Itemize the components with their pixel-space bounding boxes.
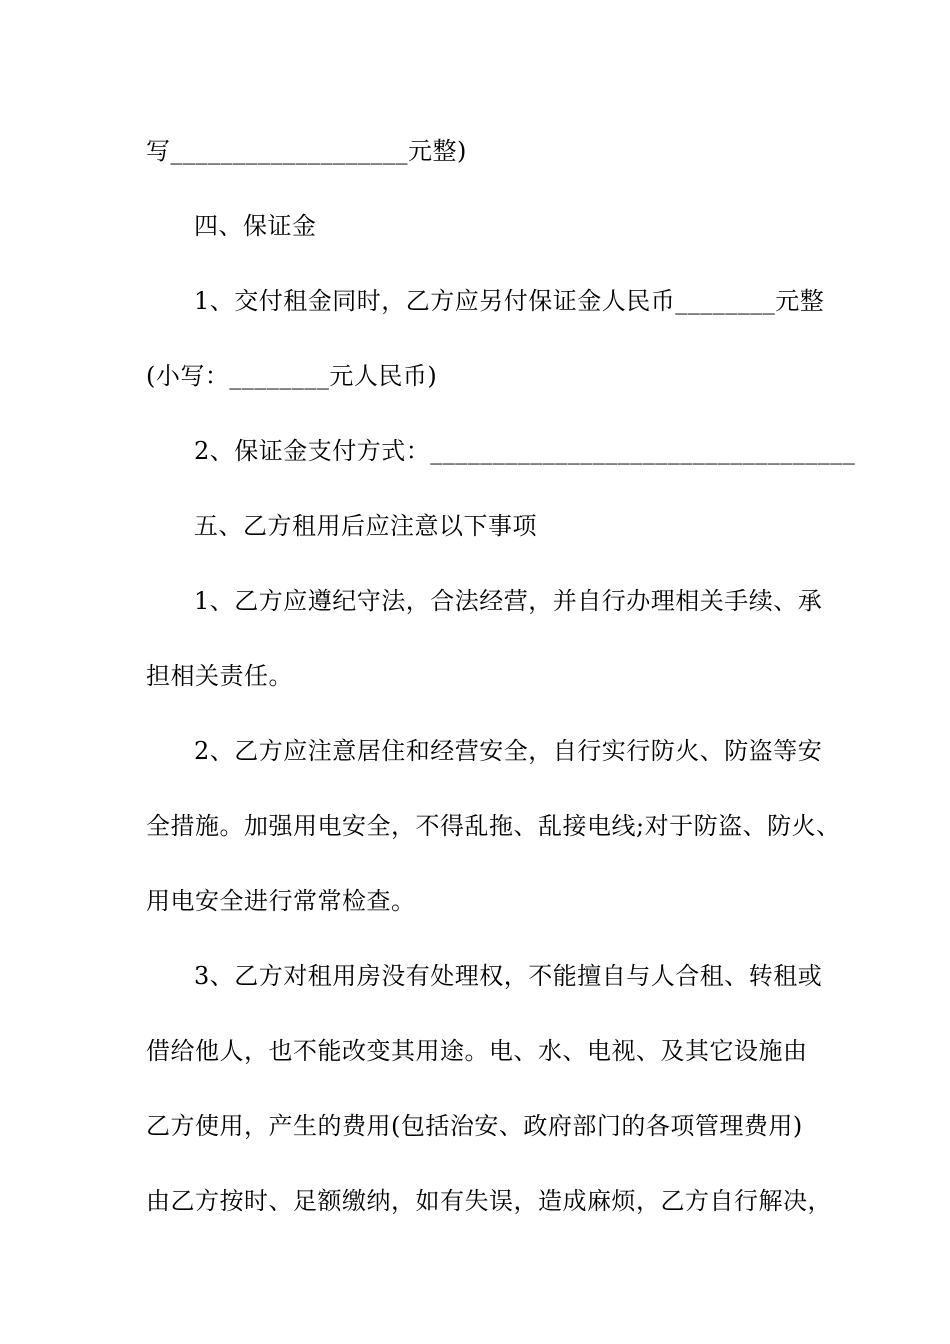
section-heading-tenant-notes: 五、乙方租用后应注意以下事项 <box>194 512 537 540</box>
text-line-clause-1b: 担相关责任。 <box>146 662 293 690</box>
text-line-deposit-amount: 1、交付租金同时，乙方应另付保证金人民币________元整 <box>194 287 825 315</box>
text-line-clause-3a: 3、乙方对租用房没有处理权，不能擅自与人合租、转租或 <box>194 962 823 990</box>
text-line-clause-2c: 用电安全进行常常检查。 <box>146 887 416 915</box>
text-line-clause-3c: 乙方使用，产生的费用(包括治安、政府部门的各项管理费用) <box>146 1112 803 1140</box>
text-line-deposit-payment-method: 2、保证金支付方式：__________________________________ <box>194 437 856 465</box>
text-line-clause-1a: 1、乙方应遵纪守法，合法经营，并自行办理相关手续、承 <box>194 587 823 615</box>
text-line-clause-3b: 借给他人，也不能改变其用途。电、水、电视、及其它设施由 <box>146 1037 808 1065</box>
text-line-clause-2a: 2、乙方应注意居住和经营安全，自行实行防火、防盗等安 <box>194 737 823 765</box>
text-line-deposit-lowercase: (小写：________元人民币) <box>146 362 438 390</box>
text-line-clause-3d: 由乙方按时、足额缴纳，如有失误，造成麻烦，乙方自行解决， <box>146 1187 832 1215</box>
text-line-clause-2b: 全措施。加强用电安全，不得乱拖、乱接电线;对于防盗、防火、 <box>146 812 841 840</box>
text-line-amount-capital: 写___________________元整) <box>146 137 467 165</box>
section-heading-deposit: 四、保证金 <box>194 212 317 240</box>
